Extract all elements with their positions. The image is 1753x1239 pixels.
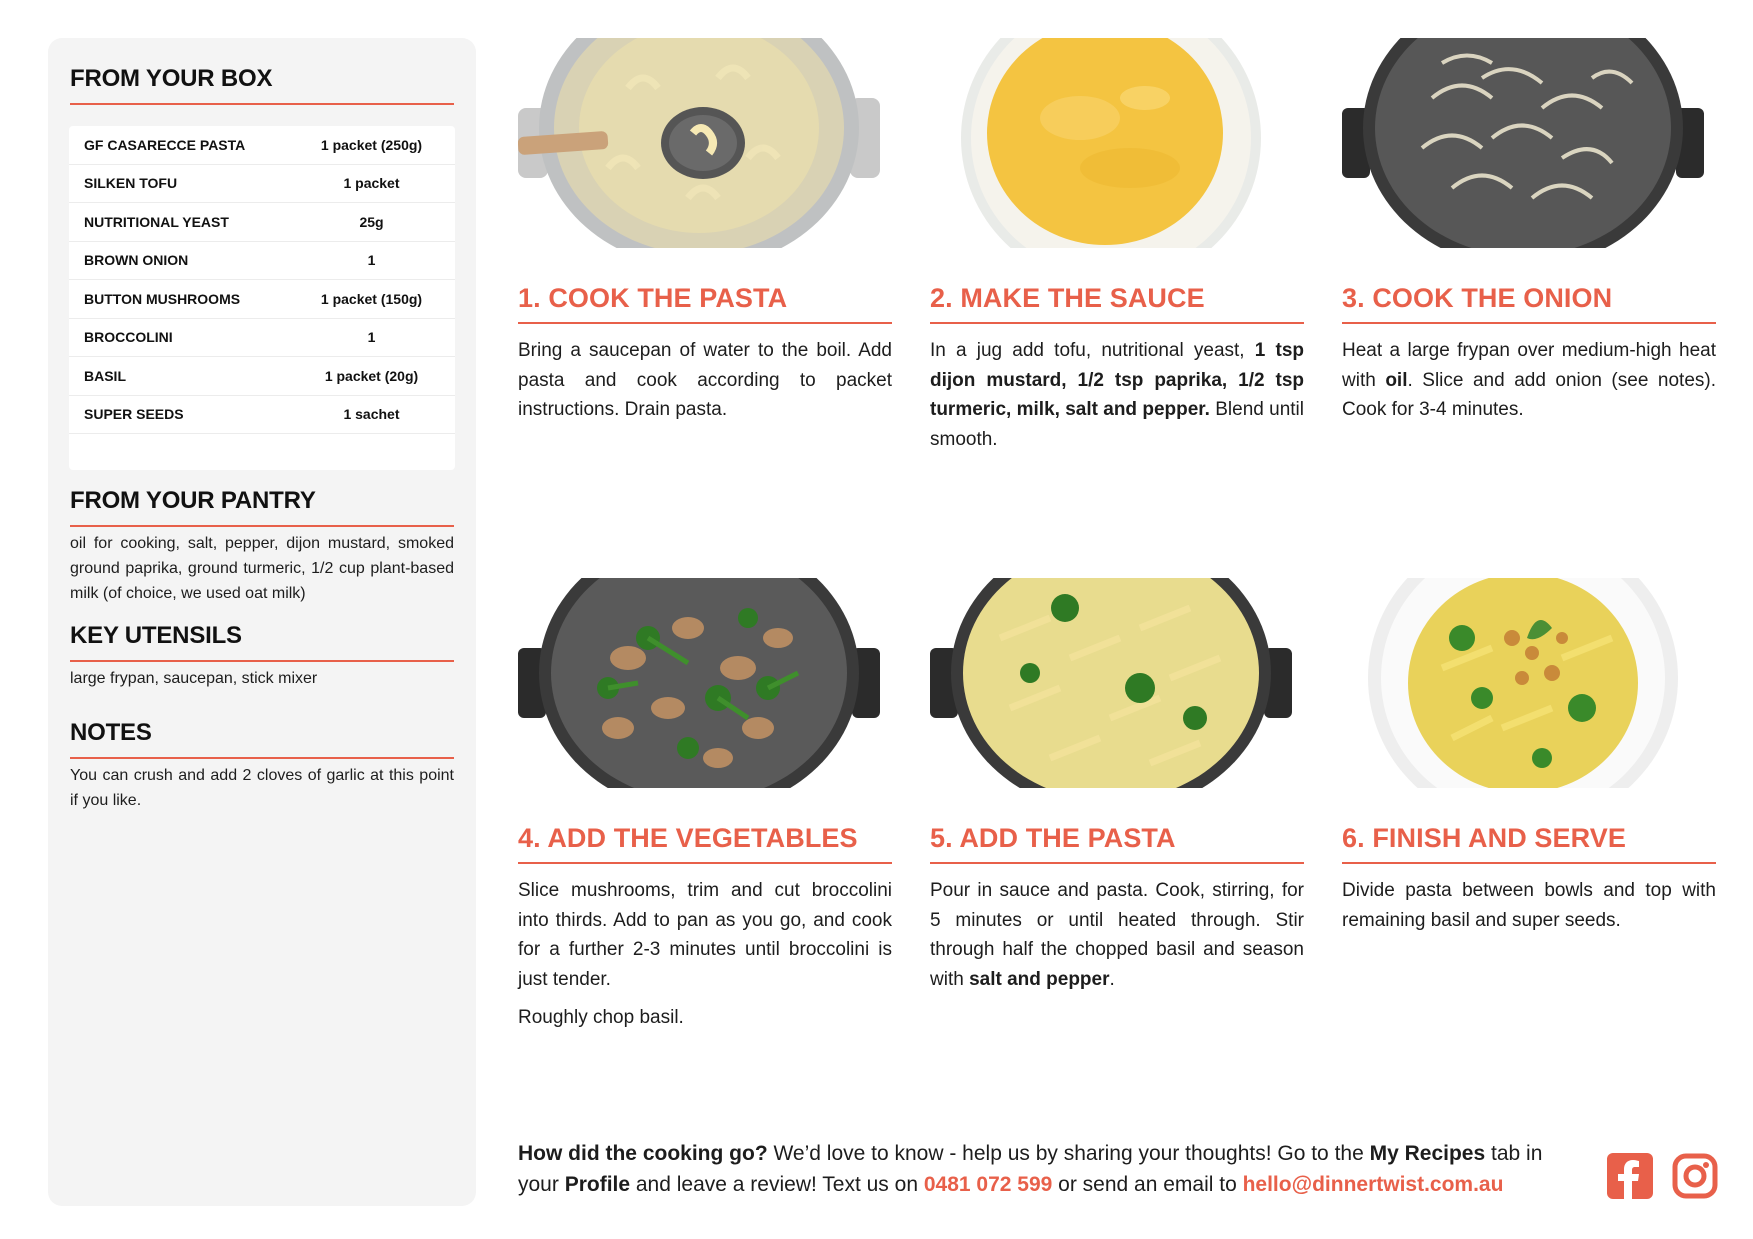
step-1-photo <box>518 38 880 248</box>
ingredient-row <box>69 242 455 281</box>
step-3 <box>1342 38 1716 458</box>
step-paragraph: Roughly chop basil. <box>518 1007 684 1028</box>
from-your-box-heading: FROM YOUR BOX <box>70 65 454 105</box>
utensils-text: large frypan, saucepan, stick mixer <box>70 670 318 687</box>
notes-heading: NOTES <box>70 719 454 759</box>
footer-text: tab in your <box>518 1142 1543 1196</box>
ingredient-quantity: 1 packet (20g) <box>324 367 419 384</box>
footer-text: My Recipes <box>1369 1142 1486 1165</box>
ingredient-quantity: 1 <box>367 252 376 269</box>
ingredient-row <box>69 203 455 242</box>
ingredients-sidebar <box>48 38 476 1206</box>
feedback-footer <box>518 1138 1578 1200</box>
step-4-photo <box>518 578 880 788</box>
ingredient-name: GF CASARECCE PASTA <box>84 136 246 153</box>
step-text: . Slice and add onion (see notes). Cook for 3-4 minutes. <box>1342 369 1716 420</box>
ingredient-row <box>69 280 455 319</box>
ingredient-name: BROWN ONION <box>84 252 189 269</box>
instagram-icon[interactable] <box>1672 1153 1718 1199</box>
step-paragraph: Divide pasta between bowls and top with remaining basil and super seeds. <box>1342 880 1716 931</box>
ingredient-quantity: 1 packet (250g) <box>320 136 423 153</box>
step-1-body <box>518 336 892 425</box>
step-2 <box>930 38 1304 458</box>
footer-text: and leave a review! Text us on <box>630 1173 924 1196</box>
ingredient-name: SUPER SEEDS <box>84 406 184 423</box>
step-text: In a jug add tofu, nutritional yeast, <box>930 340 1255 361</box>
step-paragraph <box>930 336 1304 454</box>
step-4 <box>518 578 892 1058</box>
notes-text: You can crush and add 2 cloves of garlic at this point if you like. <box>70 767 454 809</box>
ingredient-quantity: 25g <box>359 213 384 230</box>
ingredient-row <box>69 319 455 358</box>
ingredient-row <box>69 357 455 396</box>
step-paragraph: Slice mushrooms, trim and cut broccolini into thirds. Add to pan as you go, and cook for a further 2-3 minutes until broccolini is just tender. <box>518 880 892 990</box>
ingredient-name: SILKEN TOFU <box>84 175 178 192</box>
step-text: salt and pepper <box>969 968 1110 990</box>
step-5-title: 5. ADD THE PASTA <box>930 823 1304 864</box>
step-paragraph: Bring a saucepan of water to the boil. Add pasta and cook according to packet instructions. Drain pasta. <box>518 340 892 420</box>
step-5-body <box>930 876 1304 994</box>
ingredient-row <box>69 396 455 435</box>
ingredient-name: BROCCOLINI <box>84 329 173 346</box>
ingredient-name: BUTTON MUSHROOMS <box>84 290 241 307</box>
step-5 <box>930 578 1304 1058</box>
footer-text: Profile <box>564 1173 631 1196</box>
step-text: 1 tsp dijon mustard, 1/2 tsp paprika, 1/2 tsp turmeric, milk, salt and pepper. <box>930 340 1304 420</box>
step-paragraph <box>1342 336 1716 425</box>
step-6-photo <box>1342 578 1704 788</box>
step-6 <box>1342 578 1716 1058</box>
pantry-text: oil for cooking, salt, pepper, dijon mustard, smoked ground paprika, ground turmeric, 1/2 cup plant-based milk (of choice, we used oat milk) <box>70 535 454 602</box>
ingredient-name: BASIL <box>84 367 126 384</box>
ingredients-table <box>69 126 455 470</box>
step-text: Blend until smooth. <box>930 399 1304 450</box>
step-3-title: 3. COOK THE ONION <box>1342 283 1716 324</box>
step-4-title: 4. ADD THE VEGETABLES <box>518 823 892 864</box>
step-text: Heat a large frypan over medium-high heat with <box>1342 340 1716 391</box>
step-6-body <box>1342 876 1716 935</box>
key-utensils-heading: KEY UTENSILS <box>70 622 454 662</box>
ingredient-quantity: 1 packet (150g) <box>320 290 423 307</box>
ingredient-row <box>69 165 455 204</box>
ingredient-name: NUTRITIONAL YEAST <box>84 213 229 230</box>
footer-text: hello@dinnertwist.com.au <box>1242 1173 1504 1196</box>
footer-text: 0481 072 599 <box>923 1173 1053 1196</box>
step-3-photo <box>1342 38 1704 248</box>
facebook-icon[interactable] <box>1607 1153 1653 1199</box>
step-2-body <box>930 336 1304 454</box>
step-text: . <box>1109 968 1115 990</box>
step-1 <box>518 38 892 458</box>
footer-text: We’d love to know - help us by sharing your thoughts! Go to the <box>767 1142 1370 1165</box>
step-paragraph <box>930 876 1304 994</box>
ingredient-quantity: 1 <box>367 329 376 346</box>
step-4-body <box>518 876 892 1033</box>
footer-text: How did the cooking go? <box>518 1142 768 1165</box>
step-2-title: 2. MAKE THE SAUCE <box>930 283 1304 324</box>
from-your-pantry-heading: FROM YOUR PANTRY <box>70 487 454 527</box>
step-text: Pour in sauce and pasta. Cook, stirring, for 5 minutes or until heated through. Stir through half the chopped basil and season with <box>930 880 1304 990</box>
ingredient-row <box>69 126 455 165</box>
ingredient-quantity: 1 sachet <box>343 406 400 423</box>
step-3-body <box>1342 336 1716 425</box>
step-text: oil <box>1385 369 1408 391</box>
ingredient-quantity: 1 packet <box>343 175 400 192</box>
step-6-title: 6. FINISH AND SERVE <box>1342 823 1716 864</box>
footer-text: or send an email to <box>1052 1173 1243 1196</box>
step-5-photo <box>930 578 1292 788</box>
step-1-title: 1. COOK THE PASTA <box>518 283 892 324</box>
step-2-photo <box>930 38 1292 248</box>
